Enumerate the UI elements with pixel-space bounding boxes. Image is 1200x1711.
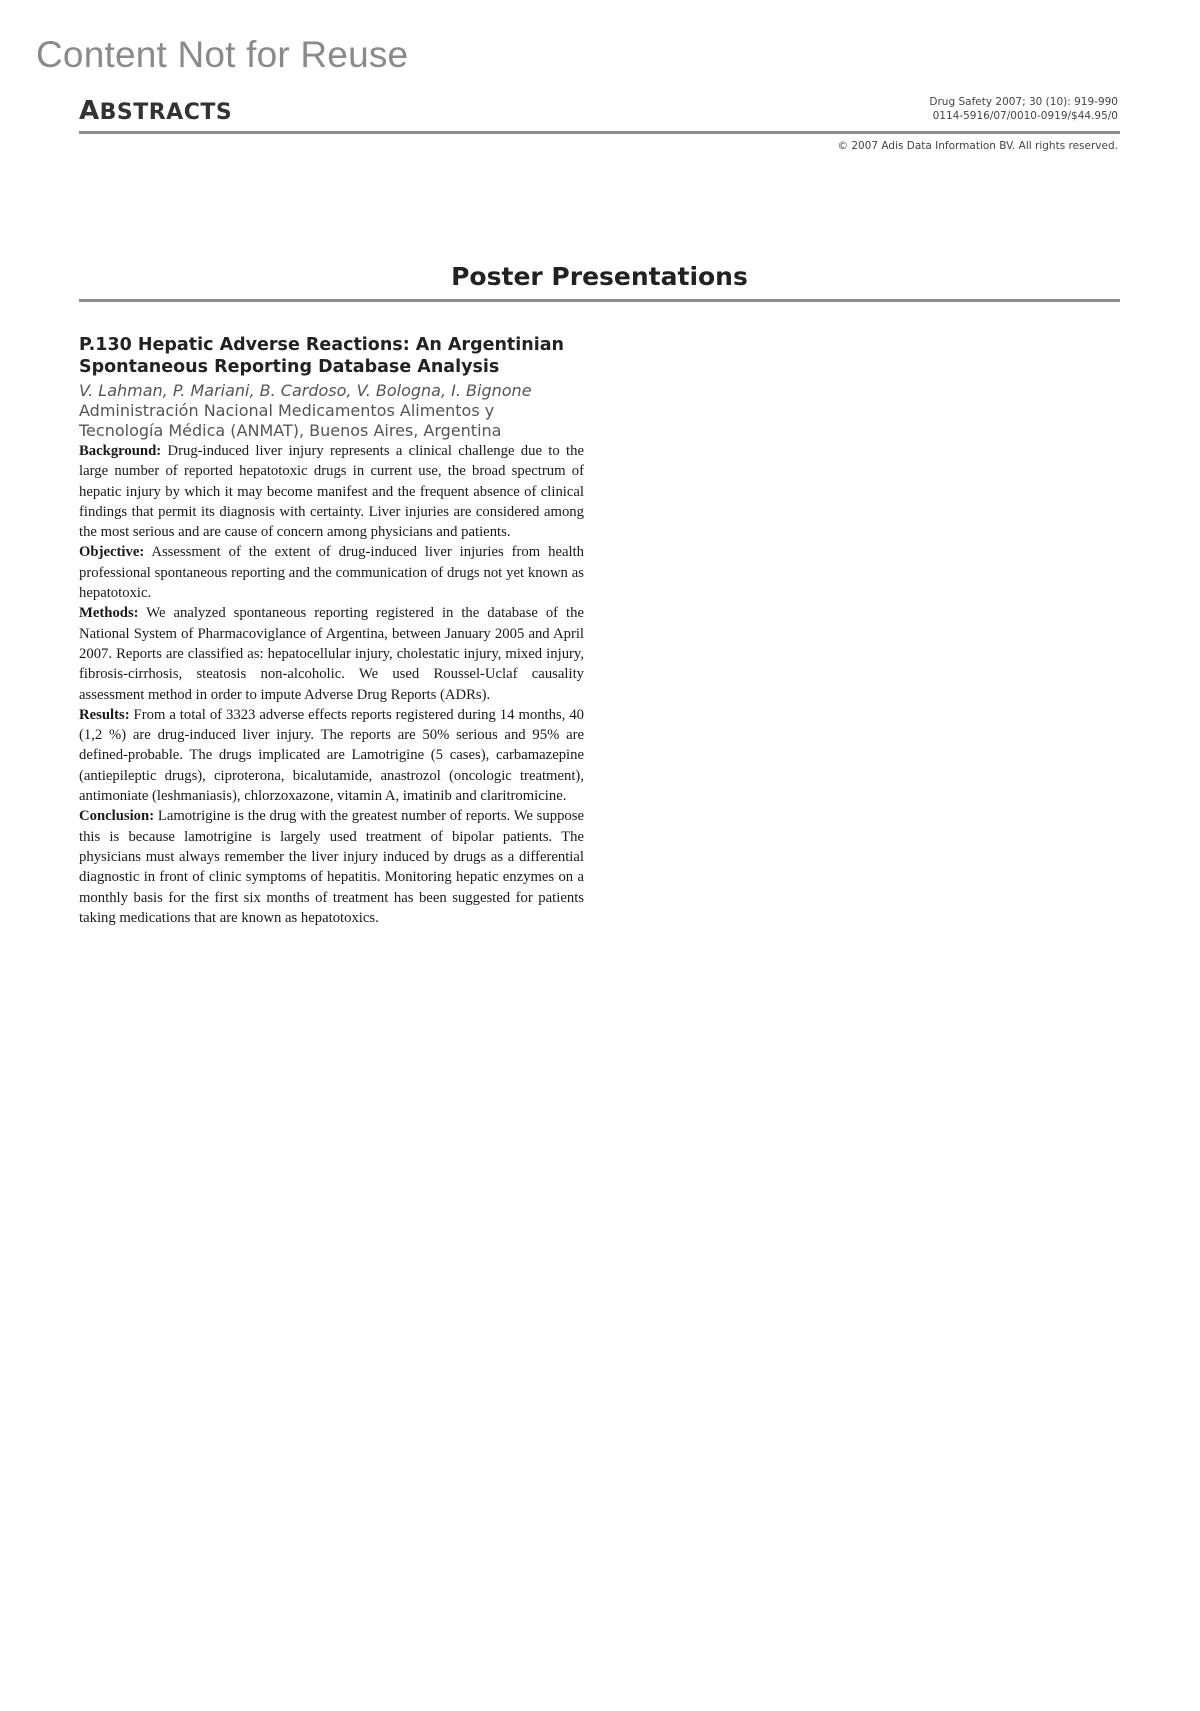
- abstract-authors: V. Lahman, P. Mariani, B. Cardoso, V. Bologna, I. Bignone: [79, 381, 532, 400]
- section-label: Results:: [79, 706, 130, 723]
- journal-info: [929, 95, 1118, 123]
- abstract: [79, 334, 584, 928]
- abstract-conclusion: [79, 806, 584, 928]
- abstract-background: [79, 441, 584, 542]
- abstract-affiliation: [79, 401, 584, 441]
- journal-issn: 0114-5916/07/0010-0919/$44.95/0: [932, 110, 1118, 122]
- section-text: We analyzed spontaneous reporting registered in the database of the National System of Pharmacoviglance of Argentina, between January 2005 and April 2007. Reports are classified as: hepatocellular injury, cholestatic injury, mixed injury, fibrosis-cirrhosis, steatosis non-alcoholic. We used Roussel-Uclaf causality assessment method in order to impute Adverse Drug Reports (ADRs).: [79, 605, 584, 703]
- running-head-initial: A: [79, 96, 100, 126]
- section-label: Objective:: [79, 544, 145, 561]
- running-head-rest: BSTRACTS: [99, 100, 233, 125]
- affiliation-line: Tecnología Médica (ANMAT), Buenos Aires, Argentina: [79, 421, 502, 440]
- copyright-notice: © 2007 Adis Data Information BV. All rights reserved.: [837, 140, 1118, 152]
- abstract-objective: [79, 542, 584, 603]
- abstract-title-line: Spontaneous Reporting Database Analysis: [79, 357, 500, 377]
- abstract-title: [79, 334, 584, 378]
- running-head: [79, 96, 232, 126]
- abstract-title-line: P.130 Hepatic Adverse Reactions: An Argentinian: [79, 335, 565, 355]
- section-text: From a total of 3323 adverse effects reports registered during 14 months, 40 (1,2 %) are drug-induced liver injury. The reports are 50% serious and 95% are defined-probable. The drugs implicated are Lamotrigine (5 cases), carbamazepine (antiepileptic drugs), ciproterona, bicalutamide, anastrozol (oncologic treatment), antimoniate (leshmaniasis), chlorzoxazone, vitamin A, imatinib and claritromicine.: [79, 706, 585, 805]
- section-text: Drug-induced liver injury represents a clinical challenge due to the large number of reported hepatotoxic drugs in current use, the broad spectrum of hepatic injury by which it may become manifest and the frequent absence of clinical findings that permit its diagnosis with certainty. Liver injuries are considered among the most serious and are cause of concern among physicians and patients.: [79, 443, 584, 541]
- section-text: Lamotrigine is the drug with the greatest number of reports. We suppose this is because lamotrigine is largely used treatment of bipolar patients. The physicians must always remember the liver injury induced by drugs as a differential diagnostic in front of clinic symptoms of hepatitis. Monitoring hepatic enzymes on a monthly basis for the first six months of treatment has been suggested for patients taking medications that are known as hepatotoxics.: [79, 808, 585, 926]
- section-label: Background:: [79, 443, 162, 459]
- abstract-methods: [79, 603, 584, 704]
- journal-citation: Drug Safety 2007; 30 (10): 919-990: [929, 96, 1118, 108]
- affiliation-line: Administración Nacional Medicamentos Alimentos y: [79, 401, 495, 420]
- section-text: Assessment of the extent of drug-induced liver injuries from health professional spontaneous reporting and the communication of drugs not yet known as hepatotoxic.: [79, 544, 584, 602]
- header-rule: [79, 131, 1120, 134]
- section-label: Methods:: [79, 605, 139, 622]
- section-label: Conclusion:: [79, 808, 155, 825]
- abstract-results: [79, 705, 584, 806]
- watermark-text: Content Not for Reuse: [36, 34, 409, 75]
- section-rule: [79, 299, 1120, 302]
- section-title: Poster Presentations: [451, 262, 748, 291]
